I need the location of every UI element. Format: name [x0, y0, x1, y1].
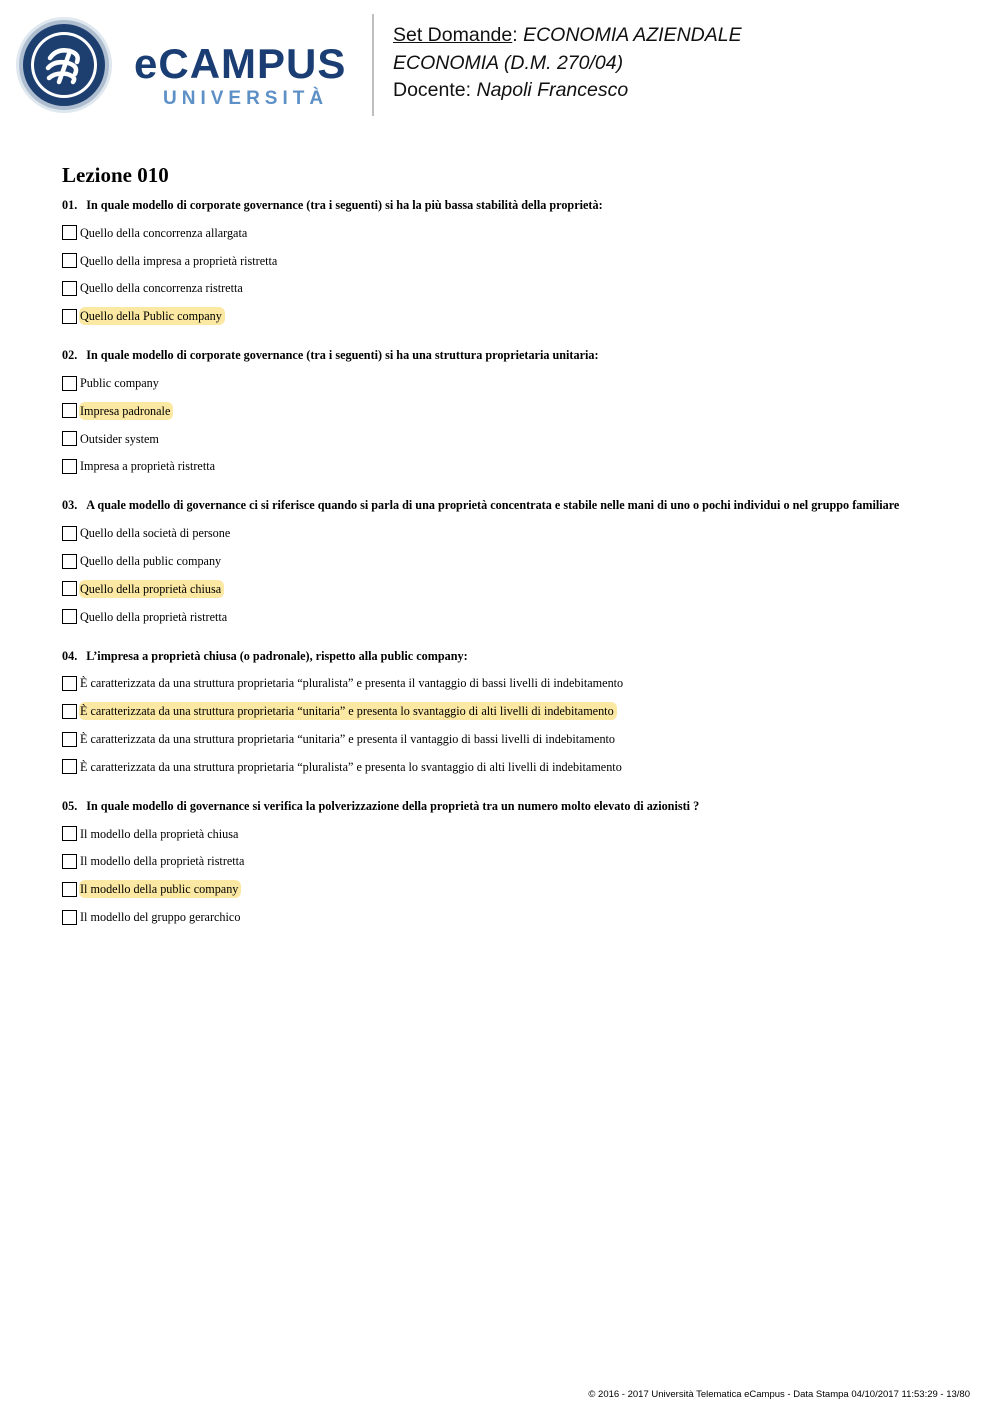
answer-checkbox[interactable] — [62, 609, 77, 624]
answer-option-correct[interactable] — [62, 875, 962, 903]
question-01 — [62, 197, 962, 330]
question-03 — [62, 497, 962, 630]
answer-option[interactable] — [62, 247, 962, 275]
answer-checkbox[interactable] — [62, 431, 77, 446]
answer-label: Quello della società di persone — [80, 526, 231, 541]
answer-option-correct[interactable] — [62, 397, 962, 425]
question-number: 03. — [62, 498, 78, 513]
answer-option[interactable] — [62, 753, 962, 781]
question-number: 02. — [62, 348, 78, 363]
question-prompt: In quale modello di corporate governance (tra i seguenti) si ha la più bassa stabilità della proprietà: — [86, 198, 603, 212]
answer-checkbox[interactable] — [62, 882, 77, 897]
answer-label: Quello della concorrenza allargata — [80, 225, 248, 240]
answer-checkbox[interactable] — [62, 732, 77, 747]
question-05 — [62, 798, 962, 931]
answer-checkbox[interactable] — [62, 826, 77, 841]
answer-label: Quello della impresa a proprietà ristretta — [80, 253, 278, 268]
answer-option[interactable] — [62, 547, 962, 575]
answer-label: Public company — [80, 376, 159, 391]
answer-label: Il modello della proprietà chiusa — [80, 826, 239, 841]
answer-checkbox[interactable] — [62, 253, 77, 268]
answer-option[interactable] — [62, 670, 962, 698]
header-set-line — [393, 22, 742, 50]
answer-label: Quello della public company — [80, 554, 222, 569]
question-number: 05. — [62, 798, 78, 813]
answer-checkbox[interactable] — [62, 225, 77, 240]
question-set — [62, 162, 962, 948]
lesson-title: Lezione 010 — [62, 163, 169, 187]
answer-option-correct[interactable] — [62, 697, 962, 725]
answer-checkbox[interactable] — [62, 526, 77, 541]
answer-label: Quello della proprietà ristretta — [80, 609, 228, 624]
answer-label: È caratterizzata da una struttura proprietaria “pluralista” e presenta il vantaggio di bassi livelli di indebitamento — [80, 676, 624, 691]
question-text — [62, 798, 962, 814]
answer-checkbox[interactable] — [62, 854, 77, 869]
answer-option[interactable] — [62, 275, 962, 303]
answer-label: È caratterizzata da una struttura proprietaria “pluralista” e presenta lo svantaggio di alti livelli di indebitamento — [80, 759, 622, 774]
question-text — [62, 497, 962, 513]
teacher-label: Docente: — [393, 79, 472, 101]
answer-option[interactable] — [62, 725, 962, 753]
header-teacher-line — [393, 77, 742, 105]
teacher-name: Napoli Francesco — [476, 79, 629, 101]
answer-option[interactable] — [62, 425, 962, 453]
answer-checkbox[interactable] — [62, 376, 77, 391]
answer-checkbox[interactable] — [62, 704, 77, 719]
logo-wordmark-top: eCAMPUS — [134, 40, 347, 87]
answer-checkbox[interactable] — [62, 759, 77, 774]
answer-label: Il modello della proprietà ristretta — [80, 854, 245, 869]
answer-checkbox[interactable] — [62, 581, 77, 596]
answer-checkbox[interactable] — [62, 676, 77, 691]
answer-checkbox[interactable] — [62, 309, 77, 324]
answer-label: Impresa a proprietà ristretta — [80, 459, 216, 474]
header-info — [393, 22, 742, 105]
answer-option[interactable] — [62, 453, 962, 481]
logo-wordmark-bottom: UNIVERSITÀ — [163, 88, 329, 109]
answer-option[interactable] — [62, 519, 962, 547]
answer-option-correct[interactable] — [62, 302, 962, 330]
answer-label-highlighted: Impresa padronale — [79, 402, 173, 420]
answer-option[interactable] — [62, 848, 962, 876]
answer-label: Il modello del gruppo gerarchico — [80, 910, 241, 925]
answer-label-highlighted: È caratterizzata da una struttura proprietaria “unitaria” e presenta lo svantaggio di alti livelli di indebitamento — [79, 702, 617, 720]
header-divider — [372, 14, 374, 116]
answer-label-highlighted: Quello della Public company — [79, 307, 225, 325]
ecampus-seal-logo — [15, 16, 113, 114]
answer-option[interactable] — [62, 903, 962, 931]
answer-checkbox[interactable] — [62, 910, 77, 925]
set-label: Set Domande — [393, 24, 513, 46]
answer-label-highlighted: Quello della proprietà chiusa — [79, 580, 224, 598]
answer-checkbox[interactable] — [62, 459, 77, 474]
answer-option-correct[interactable] — [62, 575, 962, 603]
question-prompt: L’impresa a proprietà chiusa (o padronale), rispetto alla public company: — [86, 648, 468, 663]
answer-label: Quello della concorrenza ristretta — [80, 281, 243, 296]
answer-checkbox[interactable] — [62, 403, 77, 418]
answer-option[interactable] — [62, 369, 962, 397]
set-separator: : — [512, 24, 518, 46]
answer-option[interactable] — [62, 603, 962, 631]
question-prompt: In quale modello di governance si verifica la polverizzazione della proprietà tra un numero molto elevato di azionisti ? — [86, 798, 700, 813]
question-02 — [62, 347, 962, 480]
question-text — [62, 197, 962, 213]
answer-option[interactable] — [62, 820, 962, 848]
answer-label-highlighted: Il modello della public company — [79, 880, 241, 898]
ecampus-wordmark-logo — [134, 40, 356, 112]
course-title: ECONOMIA (D.M. 270/04) — [393, 51, 624, 74]
question-number: 01. — [62, 198, 78, 212]
answer-checkbox[interactable] — [62, 554, 77, 569]
question-prompt: A quale modello di governance ci si riferisce quando si parla di una proprietà concentrata e stabile nelle mani di uno o pochi individui o nel gruppo familiare — [86, 498, 900, 513]
answer-checkbox[interactable] — [62, 281, 77, 296]
page-footer: © 2016 - 2017 Università Telematica eCampus - Data Stampa 04/10/2017 11:53:29 - 13/80 — [588, 1389, 970, 1400]
question-number: 04. — [62, 648, 78, 663]
answer-label: Outsider system — [80, 431, 159, 446]
subject-title: ECONOMIA AZIENDALE — [523, 24, 742, 46]
question-text — [62, 347, 962, 363]
question-prompt: In quale modello di corporate governance (tra i seguenti) si ha una struttura proprietaria unitaria: — [86, 348, 599, 363]
answer-option[interactable] — [62, 219, 962, 247]
answer-label: È caratterizzata da una struttura proprietaria “unitaria” e presenta il vantaggio di bassi livelli di indebitamento — [80, 732, 616, 747]
question-text — [62, 648, 962, 664]
question-04 — [62, 648, 962, 781]
